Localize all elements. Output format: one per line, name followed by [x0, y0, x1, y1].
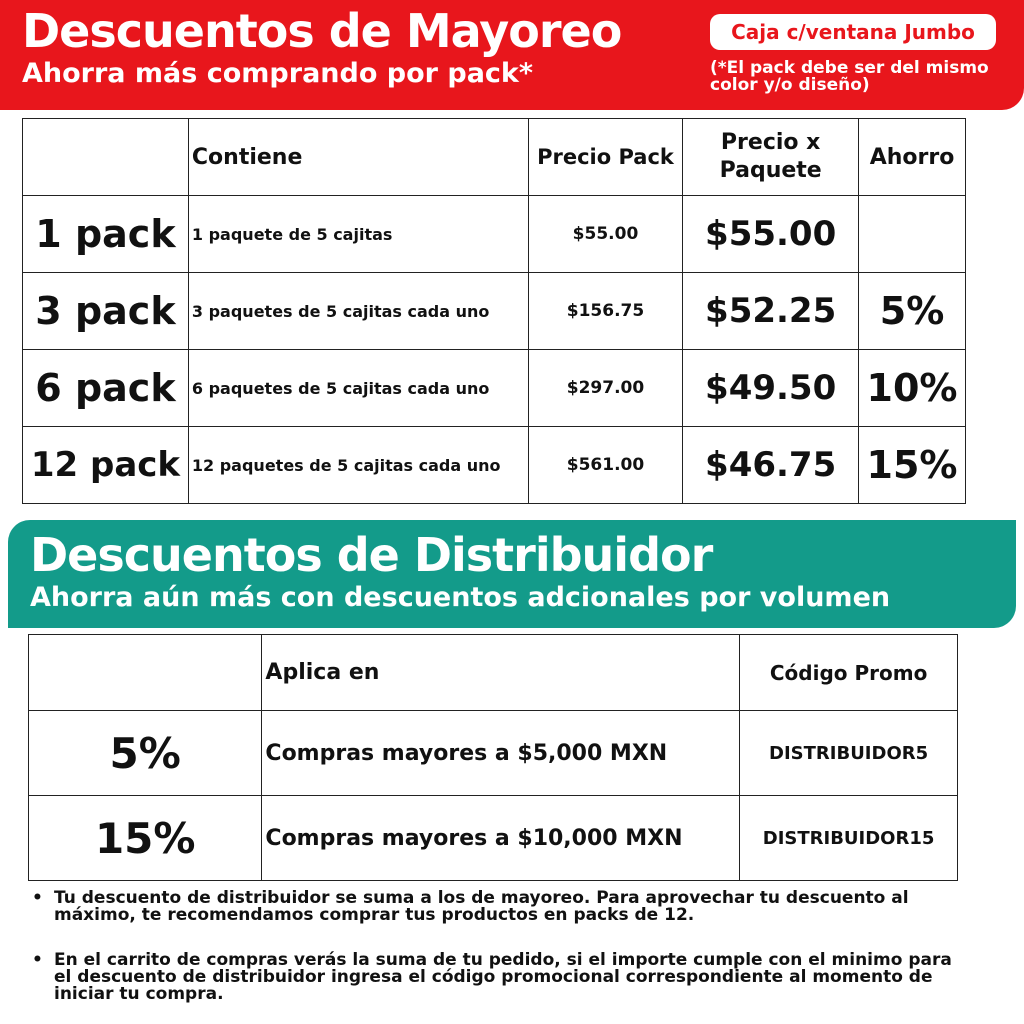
- empty-header-cell: [23, 119, 189, 196]
- unit-price: $46.75: [683, 427, 859, 504]
- promo-code: DISTRIBUIDOR15: [740, 796, 958, 881]
- header-precio-paquete: Precio x Paquete: [683, 119, 859, 196]
- pack-price: $156.75: [528, 273, 683, 350]
- savings: [859, 196, 966, 273]
- distributor-banner: [8, 520, 1016, 628]
- note-text: En el carrito de compras verás la suma de tu pedido, si el importe cumple con el minimo para el descuento de distribuidor ingresa el código promocional correspondiente al momento de iniciar tu compra.: [54, 950, 952, 1004]
- wholesale-title: Descuentos de Mayoreo: [22, 4, 622, 58]
- distributor-subtitle: Ahorra aún más con descuentos adcionales por volumen: [30, 582, 891, 613]
- list-item: [28, 890, 968, 924]
- distributor-table: [28, 634, 958, 881]
- pack-contents: 12 paquetes de 5 cajitas cada uno: [188, 427, 528, 504]
- bullet-icon: •: [32, 888, 43, 908]
- table-row: [29, 711, 958, 796]
- distributor-title: Descuentos de Distribuidor: [30, 528, 713, 582]
- distributor-condition: Compras mayores a $5,000 MXN: [262, 711, 740, 796]
- wholesale-table: [22, 118, 966, 504]
- header-precio-pack: Precio Pack: [528, 119, 683, 196]
- savings: 10%: [859, 350, 966, 427]
- header-contiene: Contiene: [188, 119, 528, 196]
- pack-note: (*El pack debe ser del mismo color y/o diseño): [710, 58, 989, 95]
- pack-contents: 1 paquete de 5 cajitas: [188, 196, 528, 273]
- distributor-discount: 5%: [29, 711, 262, 796]
- pack-label: 1 pack: [23, 196, 189, 273]
- distributor-condition: Compras mayores a $10,000 MXN: [262, 796, 740, 881]
- pack-price: $55.00: [528, 196, 683, 273]
- table-row: [29, 796, 958, 881]
- list-item: [28, 952, 968, 1003]
- pack-price: $297.00: [528, 350, 683, 427]
- distributor-discount: 15%: [29, 796, 262, 881]
- header-codigo-promo: Código Promo: [740, 635, 958, 711]
- notes-list: [28, 890, 968, 1003]
- unit-price: $52.25: [683, 273, 859, 350]
- empty-header-cell: [29, 635, 262, 711]
- header-ahorro: Ahorro: [859, 119, 966, 196]
- wholesale-banner: [0, 0, 1024, 110]
- unit-price: $49.50: [683, 350, 859, 427]
- savings: 5%: [859, 273, 966, 350]
- pack-price: $561.00: [528, 427, 683, 504]
- pack-label: 3 pack: [23, 273, 189, 350]
- pack-contents: 3 paquetes de 5 cajitas cada uno: [188, 273, 528, 350]
- wholesale-subtitle: Ahorra más comprando por pack*: [22, 58, 534, 89]
- promo-code: DISTRIBUIDOR5: [740, 711, 958, 796]
- table-header-row: [23, 119, 966, 196]
- table-row: [23, 427, 966, 504]
- savings: 15%: [859, 427, 966, 504]
- table-header-row: [29, 635, 958, 711]
- bullet-icon: •: [32, 950, 43, 970]
- product-badge: Caja c/ventana Jumbo: [710, 14, 996, 50]
- table-row: [23, 196, 966, 273]
- table-row: [23, 350, 966, 427]
- table-row: [23, 273, 966, 350]
- pack-label: 6 pack: [23, 350, 189, 427]
- pack-label: 12 pack: [23, 427, 189, 504]
- pack-contents: 6 paquetes de 5 cajitas cada uno: [188, 350, 528, 427]
- note-text: Tu descuento de distribuidor se suma a los de mayoreo. Para aprovechar tu descuento al máximo, te recomendamos comprar tus productos en packs de 12.: [54, 888, 909, 925]
- header-aplica-en: Aplica en: [262, 635, 740, 711]
- unit-price: $55.00: [683, 196, 859, 273]
